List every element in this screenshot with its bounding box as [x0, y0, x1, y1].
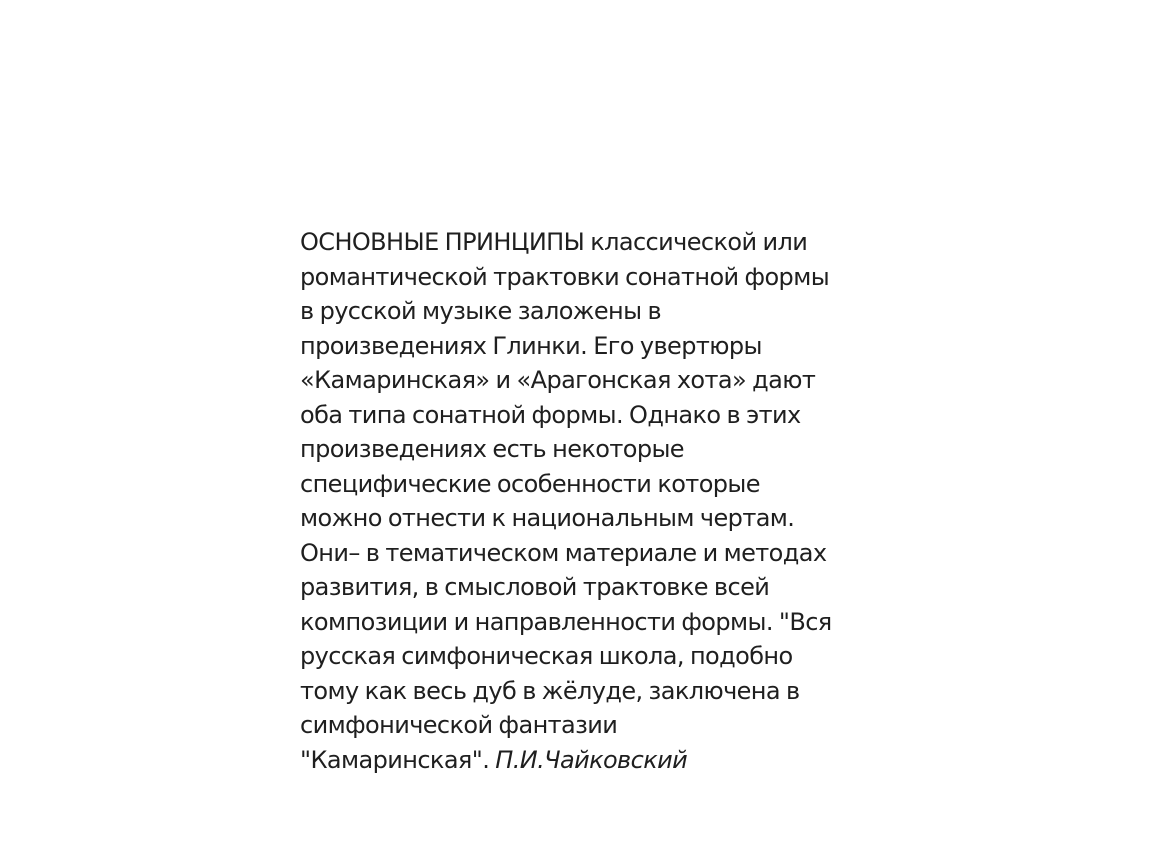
quote-text-block — [300, 225, 860, 777]
text-line: тому как весь дуб в жёлуде, заключена в — [300, 676, 800, 705]
text-line: Они– в тематическом материале и методах — [300, 538, 827, 567]
text-line: «Камаринская» и «Арагонская хота» дают — [300, 366, 816, 394]
text-line: специфические особенности которые — [300, 469, 760, 498]
text-line: в русской музыке заложены в — [300, 297, 662, 325]
text-line: ОСНОВНЫЕ ПРИНЦИПЫ классической или — [300, 228, 808, 256]
text-line: симфонической фантазии — [300, 711, 618, 739]
last-line-text: "Камаринская". — [300, 745, 490, 774]
quote-author: П.И.Чайковский — [495, 745, 688, 774]
text-line: произведениях есть некоторые — [300, 435, 684, 463]
last-text-line — [300, 743, 860, 778]
text-line: русская симфоническая школа, подобно — [300, 642, 793, 670]
text-line: можно отнести к национальным чертам. — [300, 504, 795, 532]
text-line: произведениях Глинки. Его увертюры — [300, 331, 762, 360]
text-line: оба типа сонатной формы. Однако в этих — [300, 400, 801, 429]
text-line: композиции и направленности формы. "Вся — [300, 607, 832, 636]
text-line: развития, в смысловой трактовке всей — [300, 573, 770, 601]
text-line: романтической трактовки сонатной формы — [300, 262, 830, 291]
